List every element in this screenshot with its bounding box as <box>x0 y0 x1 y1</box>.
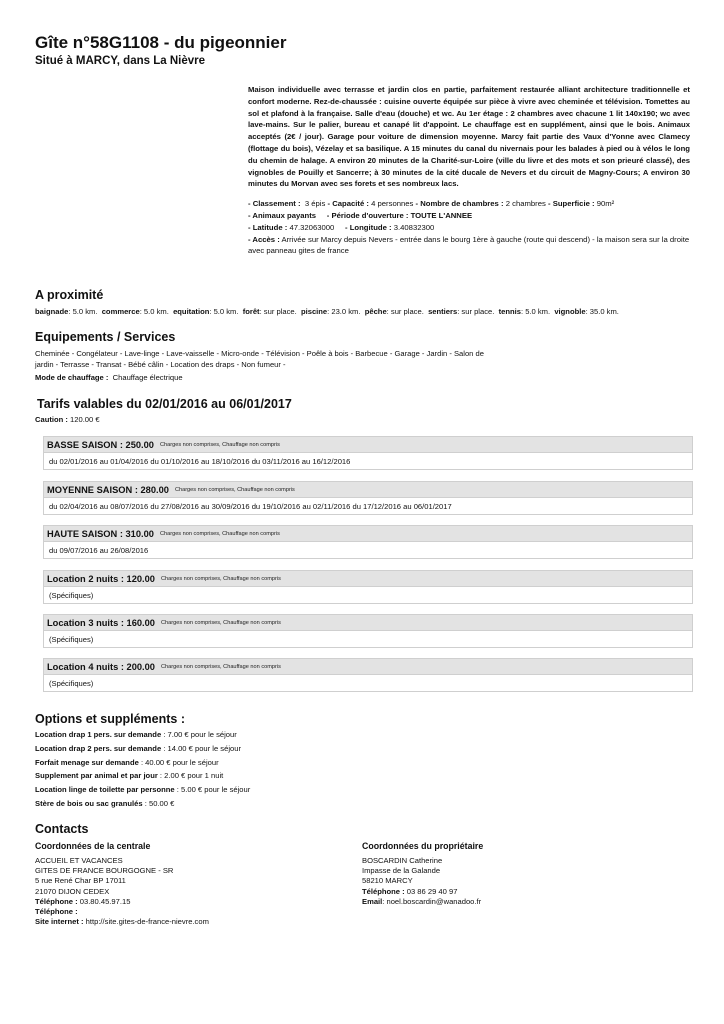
latitude-value: 47.32063000 <box>289 222 335 232</box>
acces-label: - Accès : <box>248 234 280 244</box>
chauffage-line <box>35 372 183 383</box>
proximite-label: tennis <box>498 307 521 316</box>
option-label: Supplement par animal et par jour <box>35 771 158 780</box>
page-subtitle: Situé à MARCY, dans La Nièvre <box>35 55 205 67</box>
tarif-box-basse-saison <box>43 436 693 470</box>
tarif-label: Location 2 nuits : 120.00 <box>47 573 155 584</box>
option-value: : 40.00 € pour le séjour <box>140 758 219 767</box>
proximite-label: sentiers <box>428 307 458 316</box>
caution-value: 120.00 € <box>70 415 100 424</box>
equipements-line-2: jardin - Terrasse - Transat - Bébé câlin - Location des draps - Non fumeur - <box>35 360 286 369</box>
tarif-dates: (Spécifiques) <box>44 586 692 603</box>
chauffage-value: Chauffage électrique <box>112 373 183 382</box>
proximite-label: commerce <box>101 307 140 316</box>
centrale-address <box>35 856 209 927</box>
option-label: Stère de bois ou sac granulés <box>35 799 143 808</box>
option-value: : 14.00 € pour le séjour <box>163 744 241 753</box>
tarif-label: Location 3 nuits : 160.00 <box>47 617 155 628</box>
address-line: 58210 MARCY <box>362 876 413 886</box>
tarif-note: Charges non comprises, Chauffage non compris <box>160 575 281 582</box>
tarif-note: Charges non comprises, Chauffage non compris <box>159 530 280 537</box>
tarif-dates: (Spécifiques) <box>44 630 692 647</box>
proximite-value: : 35.0 km. <box>585 307 619 316</box>
phone-label: Téléphone : <box>35 907 78 917</box>
capacite-value: 4 personnes <box>371 199 414 209</box>
phone-label: Téléphone : <box>362 886 405 896</box>
address-line: 21070 DIJON CEDEX <box>35 886 110 896</box>
proximite-value: : 5.0 km. <box>68 307 98 316</box>
classement-value: 3 épis <box>304 199 326 209</box>
email-label: Email <box>362 896 383 906</box>
periode-value: TOUTE L'ANNEE <box>410 210 473 220</box>
proximite-value: : 5.0 km. <box>520 307 551 316</box>
superficie-value: 90m² <box>596 199 615 209</box>
option-value: : 2.00 € pour 1 nuit <box>159 771 224 780</box>
tarif-box-moyenne-saison <box>43 481 693 515</box>
option-item <box>35 799 174 808</box>
tarifs-heading: Tarifs valables du 02/01/2016 au 06/01/2017 <box>37 397 292 411</box>
features-line-3 <box>248 222 690 234</box>
caution-label: Caution : <box>35 415 68 424</box>
proximite-value: : sur place. <box>457 307 495 316</box>
tarif-note: Charges non comprises, Chauffage non compris <box>160 619 281 626</box>
tarif-label: MOYENNE SAISON : 280.00 <box>47 484 169 495</box>
proximite-value: : 5.0 km. <box>209 307 239 316</box>
option-item <box>35 771 223 780</box>
proximite-label: piscine <box>300 307 328 316</box>
address-line: 5 rue René Char BP 17011 <box>35 876 126 886</box>
address-line: Impasse de la Galande <box>362 866 441 876</box>
centrale-heading: Coordonnées de la centrale <box>35 841 151 851</box>
proprietaire-address <box>362 856 481 907</box>
proximite-label: vignoble <box>554 307 586 316</box>
superficie-label: - Superficie : <box>548 199 595 209</box>
contacts-heading: Contacts <box>35 822 89 836</box>
chauffage-label: Mode de chauffage : <box>35 373 109 382</box>
tarif-note: Charges non comprises, Chauffage non compris <box>160 663 281 670</box>
option-label: Location drap 1 pers. sur demande <box>35 730 162 739</box>
animaux-label: - Animaux payants <box>248 210 317 220</box>
tarif-dates: du 02/01/2016 au 01/04/2016 du 01/10/2016 au 18/10/2016 du 03/11/2016 au 16/12/2016 <box>44 452 692 469</box>
proximite-label: baignade <box>35 307 69 316</box>
features-line-1 <box>248 198 690 210</box>
features-line-2 <box>248 210 690 222</box>
page-title: Gîte n°58G1108 - du pigeonnier <box>35 33 287 52</box>
proprietaire-heading: Coordonnées du propriétaire <box>362 841 484 851</box>
tarif-dates: du 09/07/2016 au 26/08/2016 <box>44 541 692 558</box>
phone-value: 03 86 29 40 97 <box>406 886 458 896</box>
phone-label: Téléphone : <box>35 896 78 906</box>
acces-value: Arrivée sur Marcy depuis Nevers - entrée dans le bourg 1ère à gauche (route qui descend) - la maison sera sur la droite avec panneau gites de france <box>248 234 690 256</box>
description-text: Maison individuelle avec terrasse et jardin clos en partie, parfaitement restaurée alliant architecture traditionnelle et confort moderne. Rez-de-chaussée : cuisine ouverte équipée sur pièce à vivre avec cheminée et télévision. Tomettes au sol et plafond à la française. Salle d'eau (douche) et wc. Au 1er étage : 2 chambres avec chacune 1 lit 140x190; wc avec lave-mains. Sur le palier, bureau et canapé lit d'appoint. Le chauffage est en supplément, ainsi que le bois. Animaux acceptés (2€ / jour). Garage pour voiture de dimension moyenne. Marcy fait partie des Vaux d'Yonne avec Clamecy (flottage du bois), Vézelay et sa basilique. A 15 minutes du canal du nivernais pour les balades à pied ou à vélos le long du chemin de halage. A environ 20 minutes de la Charité-sur-Loire (ville du livre et des mots et son prieuré classé), des vignobles de Pouilly et Sancerre; à 30 minutes de la cité ducale de Nevers et du circuit de Magny-Cours; A environ 30 minutes du Morvan avec ses forets et ses nombreux lacs. <box>248 85 690 189</box>
tarif-box-location-3-nuits <box>43 614 693 648</box>
address-line: BOSCARDIN Catherine <box>362 856 443 865</box>
tarif-dates: du 02/04/2016 au 08/07/2016 du 27/08/2016 au 30/09/2016 du 19/10/2016 au 02/11/2016 du 17/12/2016 au 06/01/2017 <box>44 497 692 514</box>
proximite-value: : 5.0 km. <box>139 307 169 316</box>
description-block <box>248 84 690 257</box>
proximite-list <box>35 306 619 317</box>
tarif-note: Charges non comprises, Chauffage non compris <box>159 441 280 448</box>
option-value: : 5.00 € pour le séjour <box>176 785 251 794</box>
option-value: : 50.00 € <box>144 799 175 808</box>
proximite-label: equitation <box>173 307 210 316</box>
tarif-box-location-2-nuits <box>43 570 693 604</box>
caution-line <box>35 414 100 425</box>
tarif-label: Location 4 nuits : 200.00 <box>47 661 155 672</box>
address-line: ACCUEIL ET VACANCES <box>35 856 123 865</box>
tarif-note: Charges non comprises, Chauffage non compris <box>174 486 295 493</box>
option-label: Location drap 2 pers. sur demande <box>35 744 162 753</box>
option-item <box>35 730 237 739</box>
proximite-value: : 23.0 km. <box>327 307 361 316</box>
longitude-label: - Longitude : <box>345 222 392 232</box>
classement-label: - Classement : <box>248 199 301 209</box>
chambres-value: 2 chambres <box>505 199 546 209</box>
proximite-label: forêt <box>242 307 260 316</box>
proximite-value: : sur place. <box>259 307 297 316</box>
option-label: Location linge de toilette par personne <box>35 785 175 794</box>
options-heading: Options et suppléments : <box>35 712 186 726</box>
tarif-box-haute-saison <box>43 525 693 559</box>
email-link[interactable]: : noel.boscardin@wanadoo.fr <box>382 896 482 906</box>
proximite-heading: A proximité <box>35 288 104 302</box>
site-link[interactable]: http://site.gites-de-france-nievre.com <box>85 917 209 927</box>
periode-label: - Période d'ouverture : <box>326 210 409 220</box>
equipements-heading: Equipements / Services <box>35 330 176 344</box>
features-line-4 <box>248 234 690 258</box>
longitude-value: 3.40832300 <box>393 222 435 232</box>
tarif-dates: (Spécifiques) <box>44 674 692 691</box>
option-item <box>35 758 219 767</box>
site-label: Site internet : <box>35 917 84 927</box>
tarif-label: HAUTE SAISON : 310.00 <box>47 528 154 539</box>
equipements-line-1: Cheminée - Congélateur - Lave-linge - Lave-vaisselle - Micro-onde - Télévision - Poêle à bois - Barbecue - Garage - Jardin - Salon de <box>35 349 484 358</box>
option-item <box>35 785 250 794</box>
tarif-label: BASSE SAISON : 250.00 <box>47 439 154 450</box>
proximite-label: pêche <box>364 307 387 316</box>
chambres-label: - Nombre de chambres : <box>415 199 504 209</box>
phone-value: 03.80.45.97.15 <box>79 896 131 906</box>
proximite-value: : sur place. <box>386 307 424 316</box>
option-label: Forfait menage sur demande <box>35 758 139 767</box>
option-item <box>35 744 241 753</box>
tarif-box-location-4-nuits <box>43 658 693 692</box>
capacite-label: - Capacité : <box>327 199 369 209</box>
address-line: GITES DE FRANCE BOURGOGNE - SR <box>35 866 174 876</box>
option-value: : 7.00 € pour le séjour <box>163 730 237 739</box>
latitude-label: - Latitude : <box>248 222 288 232</box>
